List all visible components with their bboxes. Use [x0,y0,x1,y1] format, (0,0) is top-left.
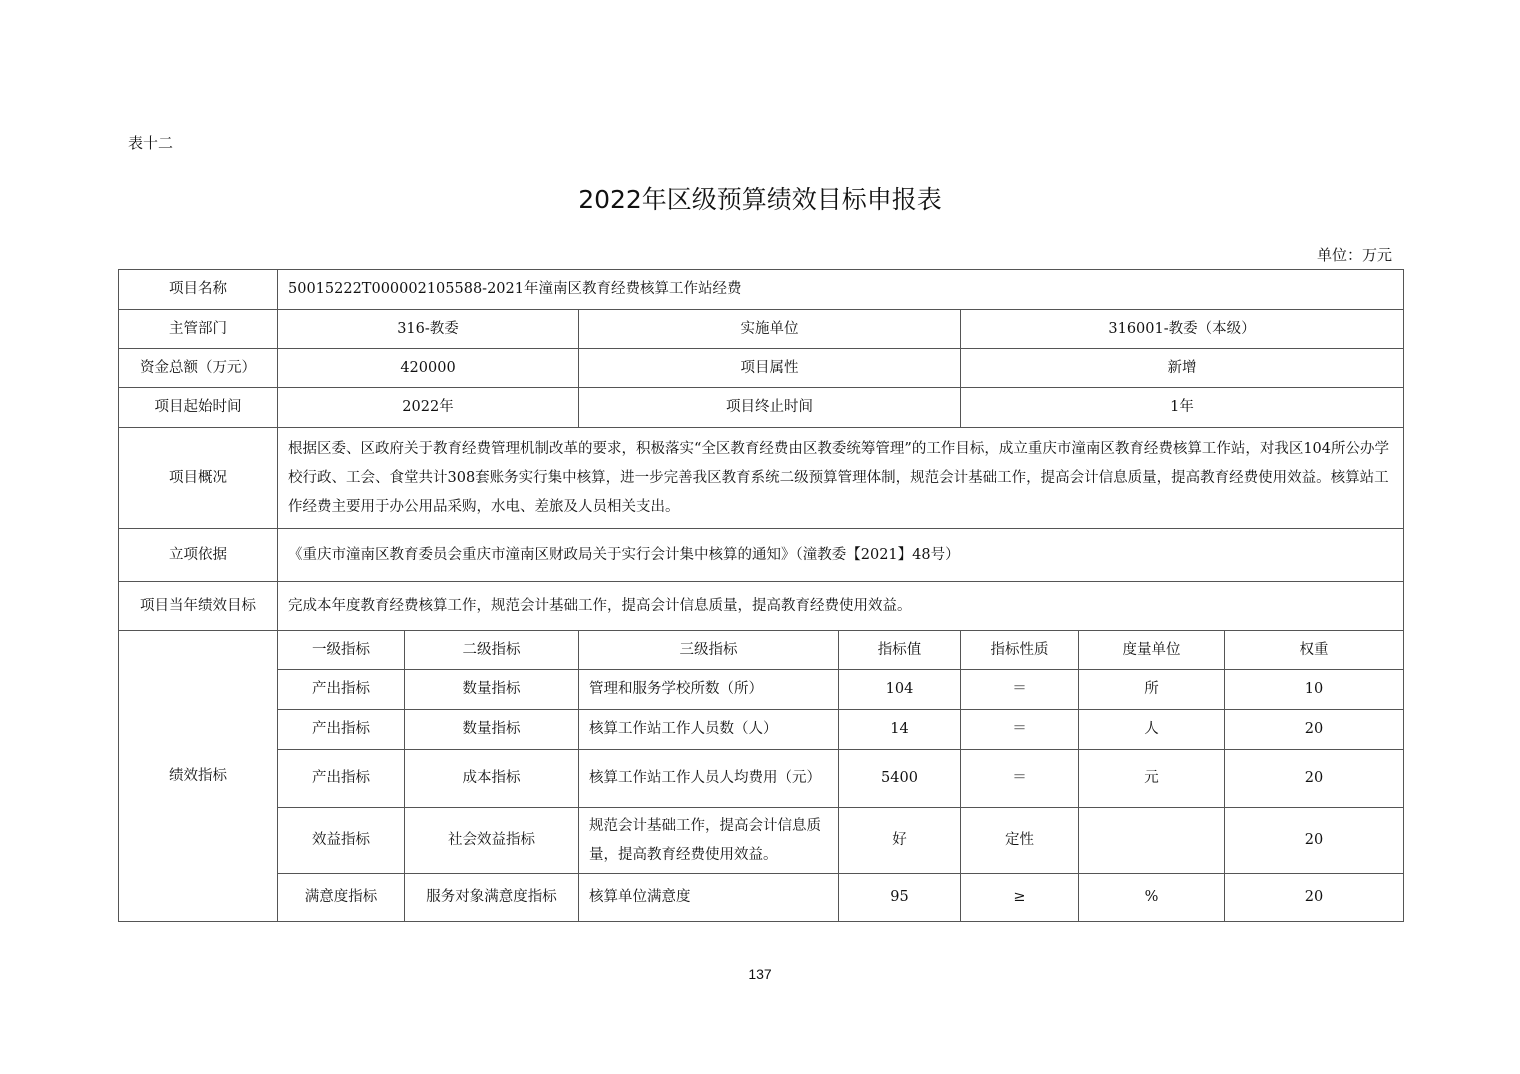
table-number: 表十二 [128,134,174,152]
nature-cell: ＝ [961,670,1079,710]
level3-cell: 核算工作站工作人员数（人） [579,710,839,750]
implementing-unit-label: 实施单位 [579,310,961,349]
project-attribute-label: 项目属性 [579,349,961,388]
end-time-label: 项目终止时间 [579,388,961,428]
nature-cell: ＝ [961,750,1079,808]
value-cell: 95 [839,874,961,922]
value-cell: 104 [839,670,961,710]
basis-label: 立项依据 [119,529,278,582]
unit-cell: 所 [1079,670,1225,710]
header-level1: 一级指标 [278,631,405,670]
row-period [119,388,1404,428]
value-cell: 好 [839,808,961,874]
unit-cell: 人 [1079,710,1225,750]
level1-cell: 满意度指标 [278,874,405,922]
level2-cell: 社会效益指标 [405,808,579,874]
page-title: 2022年区级预算绩效目标申报表 [578,185,942,214]
start-time-value: 2022年 [278,388,579,428]
weight-cell: 20 [1225,710,1404,750]
indicator-row [119,808,1404,874]
header-nature: 指标性质 [961,631,1079,670]
overview-label: 项目概况 [119,428,278,529]
weight-cell: 20 [1225,750,1404,808]
level1-cell: 产出指标 [278,750,405,808]
indicator-row [119,874,1404,922]
level3-cell: 管理和服务学校所数（所） [579,670,839,710]
indicator-row [119,750,1404,808]
indicator-row [119,710,1404,750]
row-project-name [119,270,1404,310]
unit-cell [1079,808,1225,874]
level2-cell: 数量指标 [405,670,579,710]
level3-cell: 核算工作站工作人员人均费用（元） [579,750,839,808]
unit-cell: 元 [1079,750,1225,808]
header-weight: 权重 [1225,631,1404,670]
level1-cell: 产出指标 [278,670,405,710]
unit-cell: % [1079,874,1225,922]
nature-cell: ＝ [961,710,1079,750]
goal-value: 完成本年度教育经费核算工作，规范会计基础工作，提高会计信息质量，提高教育经费使用效益。 [278,582,1404,631]
row-fund [119,349,1404,388]
level2-cell: 数量指标 [405,710,579,750]
value-cell: 5400 [839,750,961,808]
indicator-header-row [119,631,1404,670]
level2-cell: 服务对象满意度指标 [405,874,579,922]
level3-cell: 规范会计基础工作，提高会计信息质量，提高教育经费使用效益。 [579,808,839,874]
department-value: 316-教委 [278,310,579,349]
end-time-value: 1年 [961,388,1404,428]
row-department [119,310,1404,349]
budget-performance-table [118,269,1404,922]
nature-cell: ≥ [961,874,1079,922]
header-level2: 二级指标 [405,631,579,670]
page-number: 137 [748,966,772,982]
weight-cell: 20 [1225,874,1404,922]
unit-label: 单位：万元 [1316,246,1392,264]
basis-value: 《重庆市潼南区教育委员会重庆市潼南区财政局关于实行会计集中核算的通知》（潼教委【2021】48号） [278,529,1404,582]
indicator-row [119,670,1404,710]
header-unit: 度量单位 [1079,631,1225,670]
weight-cell: 10 [1225,670,1404,710]
value-cell: 14 [839,710,961,750]
level3-cell: 核算单位满意度 [579,874,839,922]
level1-cell: 效益指标 [278,808,405,874]
start-time-label: 项目起始时间 [119,388,278,428]
implementing-unit-value: 316001-教委（本级） [961,310,1404,349]
fund-label: 资金总额（万元） [119,349,278,388]
project-attribute-value: 新增 [961,349,1404,388]
overview-value: 根据区委、区政府关于教育经费管理机制改革的要求，积极落实“全区教育经费由区教委统筹管理”的工作目标，成立重庆市潼南区教育经费核算工作站，对我区104所公办学校行政、工会、食堂共计308套账务实行集中核算，进一步完善我区教育系统二级预算管理体制，规范会计基础工作，提高会计信息质量，提高教育经费使用效益。核算站工作经费主要用于办公用品采购，水电、差旅及人员相关支出。 [278,428,1404,529]
header-level3: 三级指标 [579,631,839,670]
department-label: 主管部门 [119,310,278,349]
fund-value: 420000 [278,349,579,388]
project-name-value: 50015222T000002105588-2021年潼南区教育经费核算工作站经费 [278,270,1404,310]
goal-label: 项目当年绩效目标 [119,582,278,631]
level2-cell: 成本指标 [405,750,579,808]
row-basis [119,529,1404,582]
level1-cell: 产出指标 [278,710,405,750]
header-value: 指标值 [839,631,961,670]
project-name-label: 项目名称 [119,270,278,310]
row-goal [119,582,1404,631]
nature-cell: 定性 [961,808,1079,874]
weight-cell: 20 [1225,808,1404,874]
indicators-section-label: 绩效指标 [119,631,278,922]
row-overview [119,428,1404,529]
